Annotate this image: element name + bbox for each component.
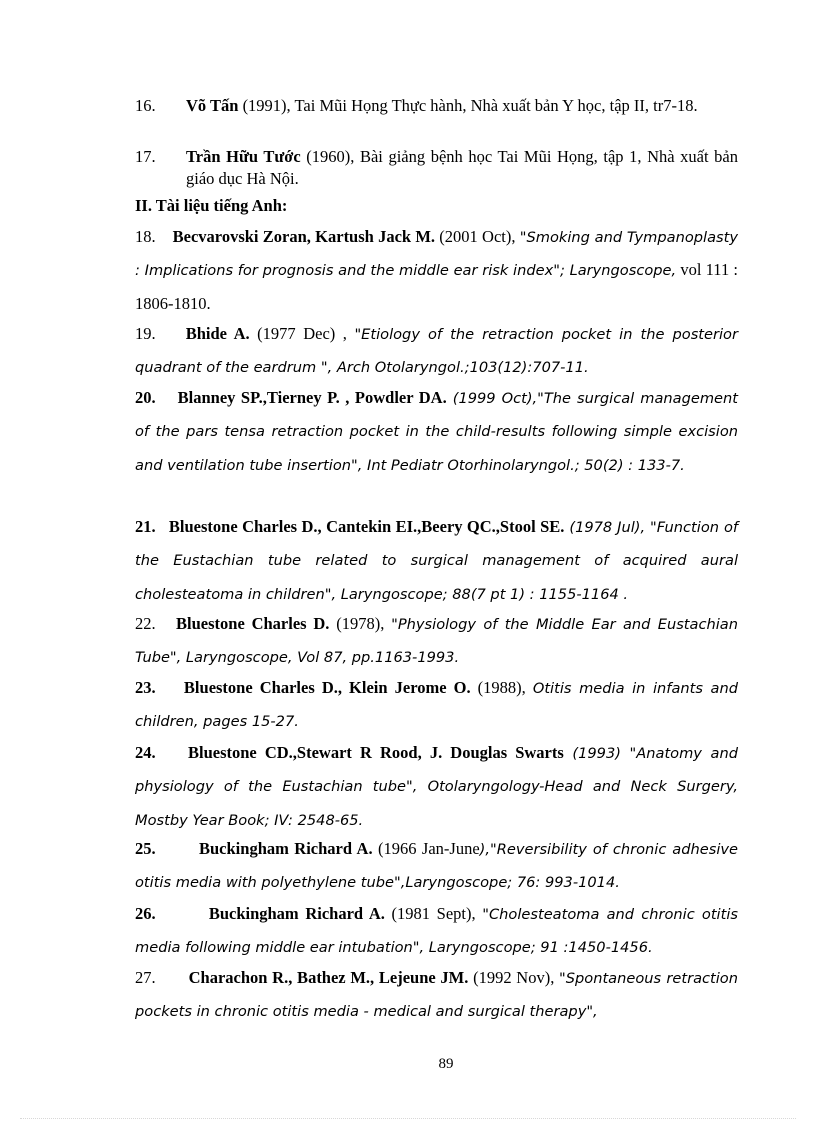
reference-20 [135,382,738,482]
reference-19 [135,318,738,385]
reference-date: (1966 Jan-June [372,839,480,858]
reference-26 [135,898,738,965]
reference-number: 24. [135,743,156,762]
reference-authors: Becvarovski Zoran, Kartush Jack M. [172,227,436,246]
reference-27 [135,962,738,1029]
reference-number: 17. [135,147,156,166]
page-number: 89 [438,1056,454,1072]
reference-number: 27. [135,968,156,987]
reference-text: (1991), Tai Mũi Họng Thực hành, Nhà xuất bản Y học, tập II, tr7-18. [238,96,698,115]
reference-authors: Charachon R., Bathez M., Lejeune JM. [188,968,469,987]
reference-number: 26. [135,904,156,923]
reference-number: 16. [135,96,156,115]
reference-number: 18. [135,227,156,246]
reference-title: (1999 Oct),"The surgical management of the pars tensa retraction pocket in the child-results following simple excision and ventilation tube insertion", Int Pediatr Otorhinolaryngol.; 50(2) : 133-7. [135,390,739,474]
reference-title: (1978 Jul), "Function of the Eustachian tube related to surgical management of acquired aural cholesteatoma in children", Laryngoscope; 88(7 pt 1) : 1155-1164 . [135,519,739,603]
reference-number: 25. [135,839,156,858]
reference-25 [135,833,738,900]
reference-date: (2001 Oct), [435,227,520,246]
reference-number: 20. [135,388,156,407]
reference-authors: Bhide A. [185,324,250,343]
reference-title: "Etiology of the retraction pocket in the posterior quadrant of the eardrum ", Arch Otolaryngol.;103(12):707-11. [135,326,738,377]
reference-title: ),"Reversibility of chronic adhesive otitis media with polyethylene tube",Laryngoscope; 76: 993-1014. [135,841,739,892]
reference-tail: vol 111 : 1806-1810. [135,260,738,313]
page-bottom-divider [20,1118,796,1119]
reference-17 [135,146,738,190]
reference-text: (1960), Bài giảng bệnh học Tai Mũi Họng, tập 1, Nhà xuất bản giáo dục Hà Nội. [186,147,738,188]
reference-date: (1981 Sept), [384,904,483,923]
reference-authors: Blanney SP.,Tierney P. , Powdler DA. [177,388,447,407]
reference-authors: Bluestone Charles D., Cantekin EI.,Beery QC.,Stool SE. [168,517,565,536]
reference-16 [135,95,738,117]
reference-author: Võ Tấn [186,96,239,115]
reference-date: (1988), [470,678,533,697]
reference-title: "Smoking and Tympanoplasty : Implications for prognosis and the middle ear risk index"; Laryngoscope, [135,229,738,280]
reference-number: 19. [135,324,156,343]
reference-number: 21. [135,517,156,536]
reference-number: 23. [135,678,156,697]
reference-title: "Physiology of the Middle Ear and Eustachian Tube", Laryngoscope, Vol 87, pp.1163-1993. [135,616,738,667]
reference-date: (1977 Dec) , [249,324,355,343]
reference-authors: Bluestone Charles D., Klein Jerome O. [183,678,471,697]
reference-title: "Spontaneous retraction pockets in chronic otitis media - medical and surgical therapy", [135,970,738,1021]
reference-date: (1978), [329,614,392,633]
reference-24 [135,737,738,837]
reference-authors: Buckingham Richard A. [199,839,373,858]
reference-title: Otitis media in infants and children, pages 15-27. [135,680,739,731]
reference-number: 22. [135,614,156,633]
reference-title: "Cholesteatoma and chronic otitis media following middle ear intubation", Laryngoscope; 91 :1450-1456. [135,906,738,957]
reference-21 [135,511,738,611]
reference-authors: Bluestone Charles D. [176,614,330,633]
reference-22 [135,608,738,675]
reference-18 [135,221,738,320]
section-heading: II. Tài liệu tiếng Anh: [135,196,288,215]
reference-authors: Buckingham Richard A. [208,904,385,923]
reference-date: (1992 Nov), [468,968,560,987]
reference-authors: Bluestone CD.,Stewart R Rood, J. Douglas Swarts [188,743,564,762]
reference-title: (1993) "Anatomy and physiology of the Eustachian tube", Otolaryngology-Head and Neck Surgery, Mostby Year Book; IV: 2548-65. [135,745,739,829]
reference-23 [135,672,738,739]
reference-author: Trần Hữu Tước [186,147,301,166]
